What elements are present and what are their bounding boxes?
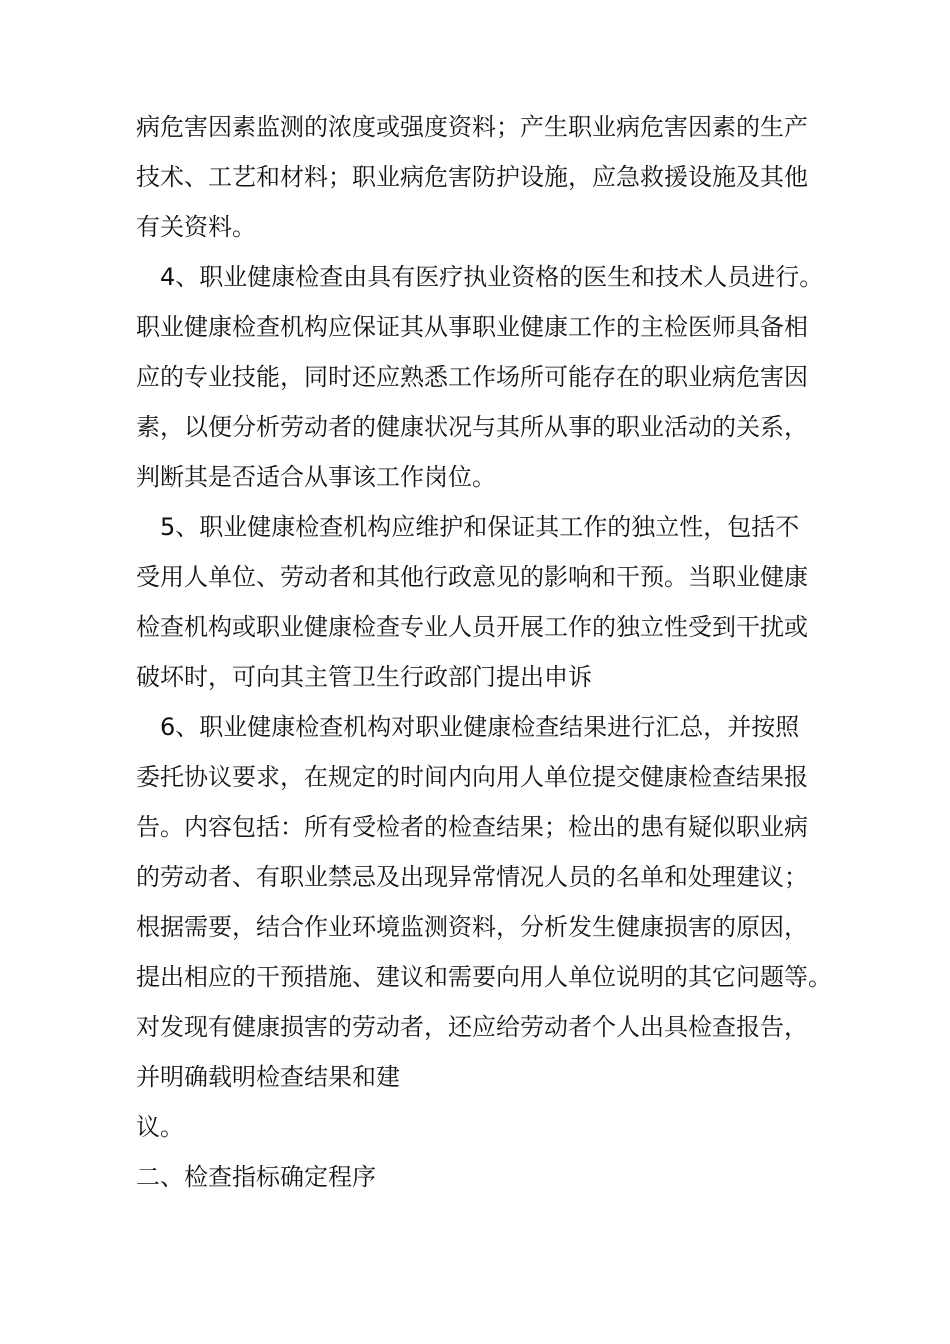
- text-line: 病危害因素监测的浓度或强度资料；产生职业病危害因素的生产: [136, 113, 808, 141]
- text-line: 的劳动者、有职业禁忌及出现异常情况人员的名单和处理建议；: [136, 863, 808, 891]
- paragraph-start-line: 5、职业健康检查机构应维护和保证其工作的独立性，包括不: [160, 513, 800, 541]
- text-line: 提出相应的干预措施、建议和需要向用人单位说明的其它问题等。: [136, 963, 832, 991]
- paragraph-start-line: 6、职业健康检查机构对职业健康检查结果进行汇总，并按照: [160, 713, 800, 741]
- text-line: 受用人单位、劳动者和其他行政意见的影响和干预。当职业健康: [136, 563, 808, 591]
- text-line: 委托协议要求，在规定的时间内向用人单位提交健康检查结果报: [136, 763, 808, 791]
- text-line: 应的专业技能，同时还应熟悉工作场所可能存在的职业病危害因: [136, 363, 808, 391]
- paragraph-start-line: 4、职业健康检查由具有医疗执业资格的医生和技术人员进行。: [160, 263, 824, 291]
- text-line: 议。: [136, 1113, 184, 1141]
- text-line: 有关资料。: [136, 213, 256, 241]
- text-line: 告。内容包括：所有受检者的检查结果；检出的患有疑似职业病: [136, 813, 808, 841]
- text-line: 职业健康检查机构应保证其从事职业健康工作的主检医师具备相: [136, 313, 808, 341]
- text-line: 根据需要，结合作业环境监测资料，分析发生健康损害的原因，: [136, 913, 808, 941]
- text-line: 破坏时，可向其主管卫生行政部门提出申诉: [136, 663, 592, 691]
- text-line: 技术、工艺和材料；职业病危害防护设施，应急救援设施及其他: [136, 163, 808, 191]
- text-line: 并明确载明检查结果和建: [136, 1063, 400, 1091]
- text-line: 对发现有健康损害的劳动者，还应给劳动者个人出具检查报告，: [136, 1013, 808, 1041]
- text-line: 检查机构或职业健康检查专业人员开展工作的独立性受到干扰或: [136, 613, 808, 641]
- text-line: 判断其是否适合从事该工作岗位。: [136, 463, 496, 491]
- section-heading: 二、检查指标确定程序: [136, 1163, 376, 1191]
- text-line: 素，以便分析劳动者的健康状况与其所从事的职业活动的关系，: [136, 413, 808, 441]
